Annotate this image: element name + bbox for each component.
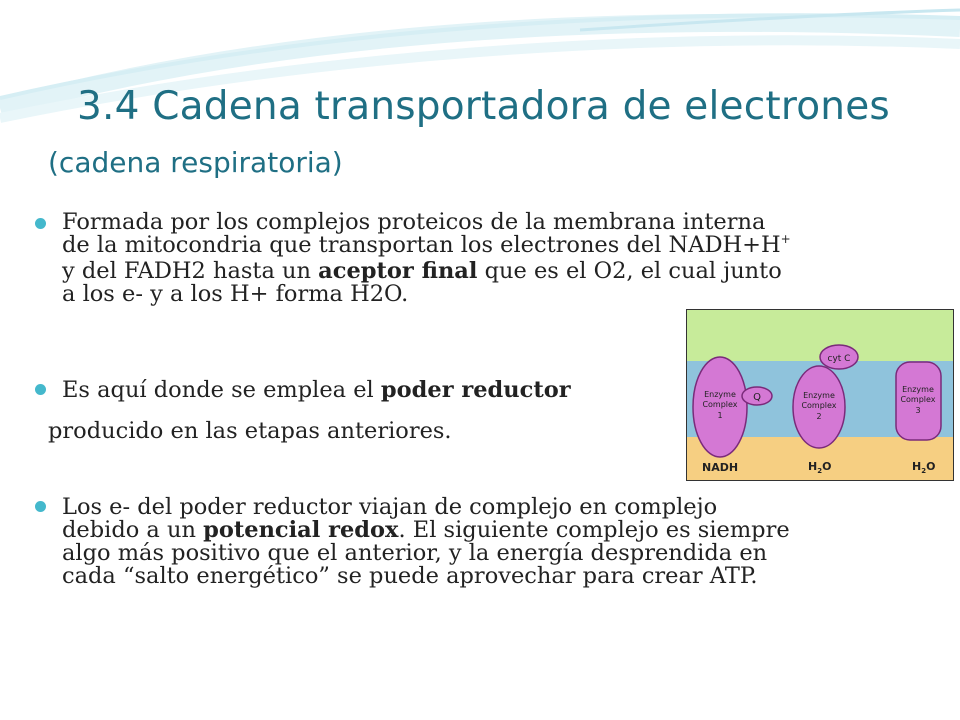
paragraph-reducing-power: [62, 379, 662, 402]
paragraph-text: a los e- y a los H+ forma H2O.: [62, 281, 409, 307]
nadh-label: NADH: [702, 461, 739, 474]
bold-term-final-acceptor: aceptor final: [318, 258, 478, 284]
complex-3-label-line2: Complex: [900, 395, 936, 404]
complex-1-number: 1: [717, 411, 723, 420]
complex-2-label-line2: Complex: [801, 401, 837, 410]
paragraph-text: debido a un: [62, 517, 204, 543]
water-2-o: O: [926, 460, 936, 473]
water-2-h: H: [912, 460, 922, 473]
complex-2-label-line1: Enzyme: [803, 391, 835, 400]
paragraph-text: Los e- del poder reductor viajan de complejo en complejo: [62, 494, 718, 520]
paragraph-text: algo más positivo que el anterior, y la energía desprendida en: [62, 540, 768, 566]
complex-2-number: 2: [816, 412, 822, 421]
water-2-subscript: 2: [921, 467, 927, 475]
water-1-subscript: 2: [817, 467, 823, 475]
complex-3-label-line1: Enzyme: [902, 385, 934, 394]
bullet-icon: [35, 384, 46, 395]
bullet-icon: [35, 218, 46, 229]
paragraph-continuation: producido en las etapas anteriores.: [48, 418, 452, 444]
slide-subtitle: (cadena respiratoria): [48, 146, 343, 179]
bold-term-redox-potential: potencial redox: [203, 517, 399, 543]
paragraph-redox: [62, 496, 942, 588]
paragraph-text: Formada por los complejos proteicos de la membrana interna: [62, 209, 766, 235]
paragraph-text: cada “salto energético” se puede aprovechar para crear ATP.: [62, 563, 758, 589]
paragraph-composition: [62, 211, 942, 306]
paragraph-text: que es el O2, el cual junto: [477, 258, 782, 284]
complex-3-number: 3: [915, 406, 921, 415]
paragraph-text: y del FADH2 hasta un: [62, 258, 319, 284]
paragraph-text: Es aquí donde se emplea el: [62, 377, 381, 403]
bullet-icon: [35, 501, 46, 512]
paragraph-text: de la mitocondria que transportan los electrones del NADH+H: [62, 232, 781, 258]
complex-1-label-line1: Enzyme: [704, 390, 736, 399]
cytochrome-c-label: cyt C: [827, 354, 851, 364]
electron-transport-chain-diagram: [686, 309, 954, 485]
water-1-h: H: [808, 460, 818, 473]
superscript-plus: +: [780, 232, 791, 246]
complex-1-label-line2: Complex: [702, 400, 738, 409]
intermembrane-space: [686, 309, 954, 361]
coenzyme-q-label: Q: [753, 392, 761, 403]
bold-term-reducing-power: poder reductor: [380, 377, 571, 403]
paragraph-text: . El siguiente complejo es siempre: [398, 517, 790, 543]
water-1-o: O: [822, 460, 832, 473]
slide-title: 3.4 Cadena transportadora de electrones: [77, 84, 890, 129]
diagram-svg: [686, 309, 954, 481]
